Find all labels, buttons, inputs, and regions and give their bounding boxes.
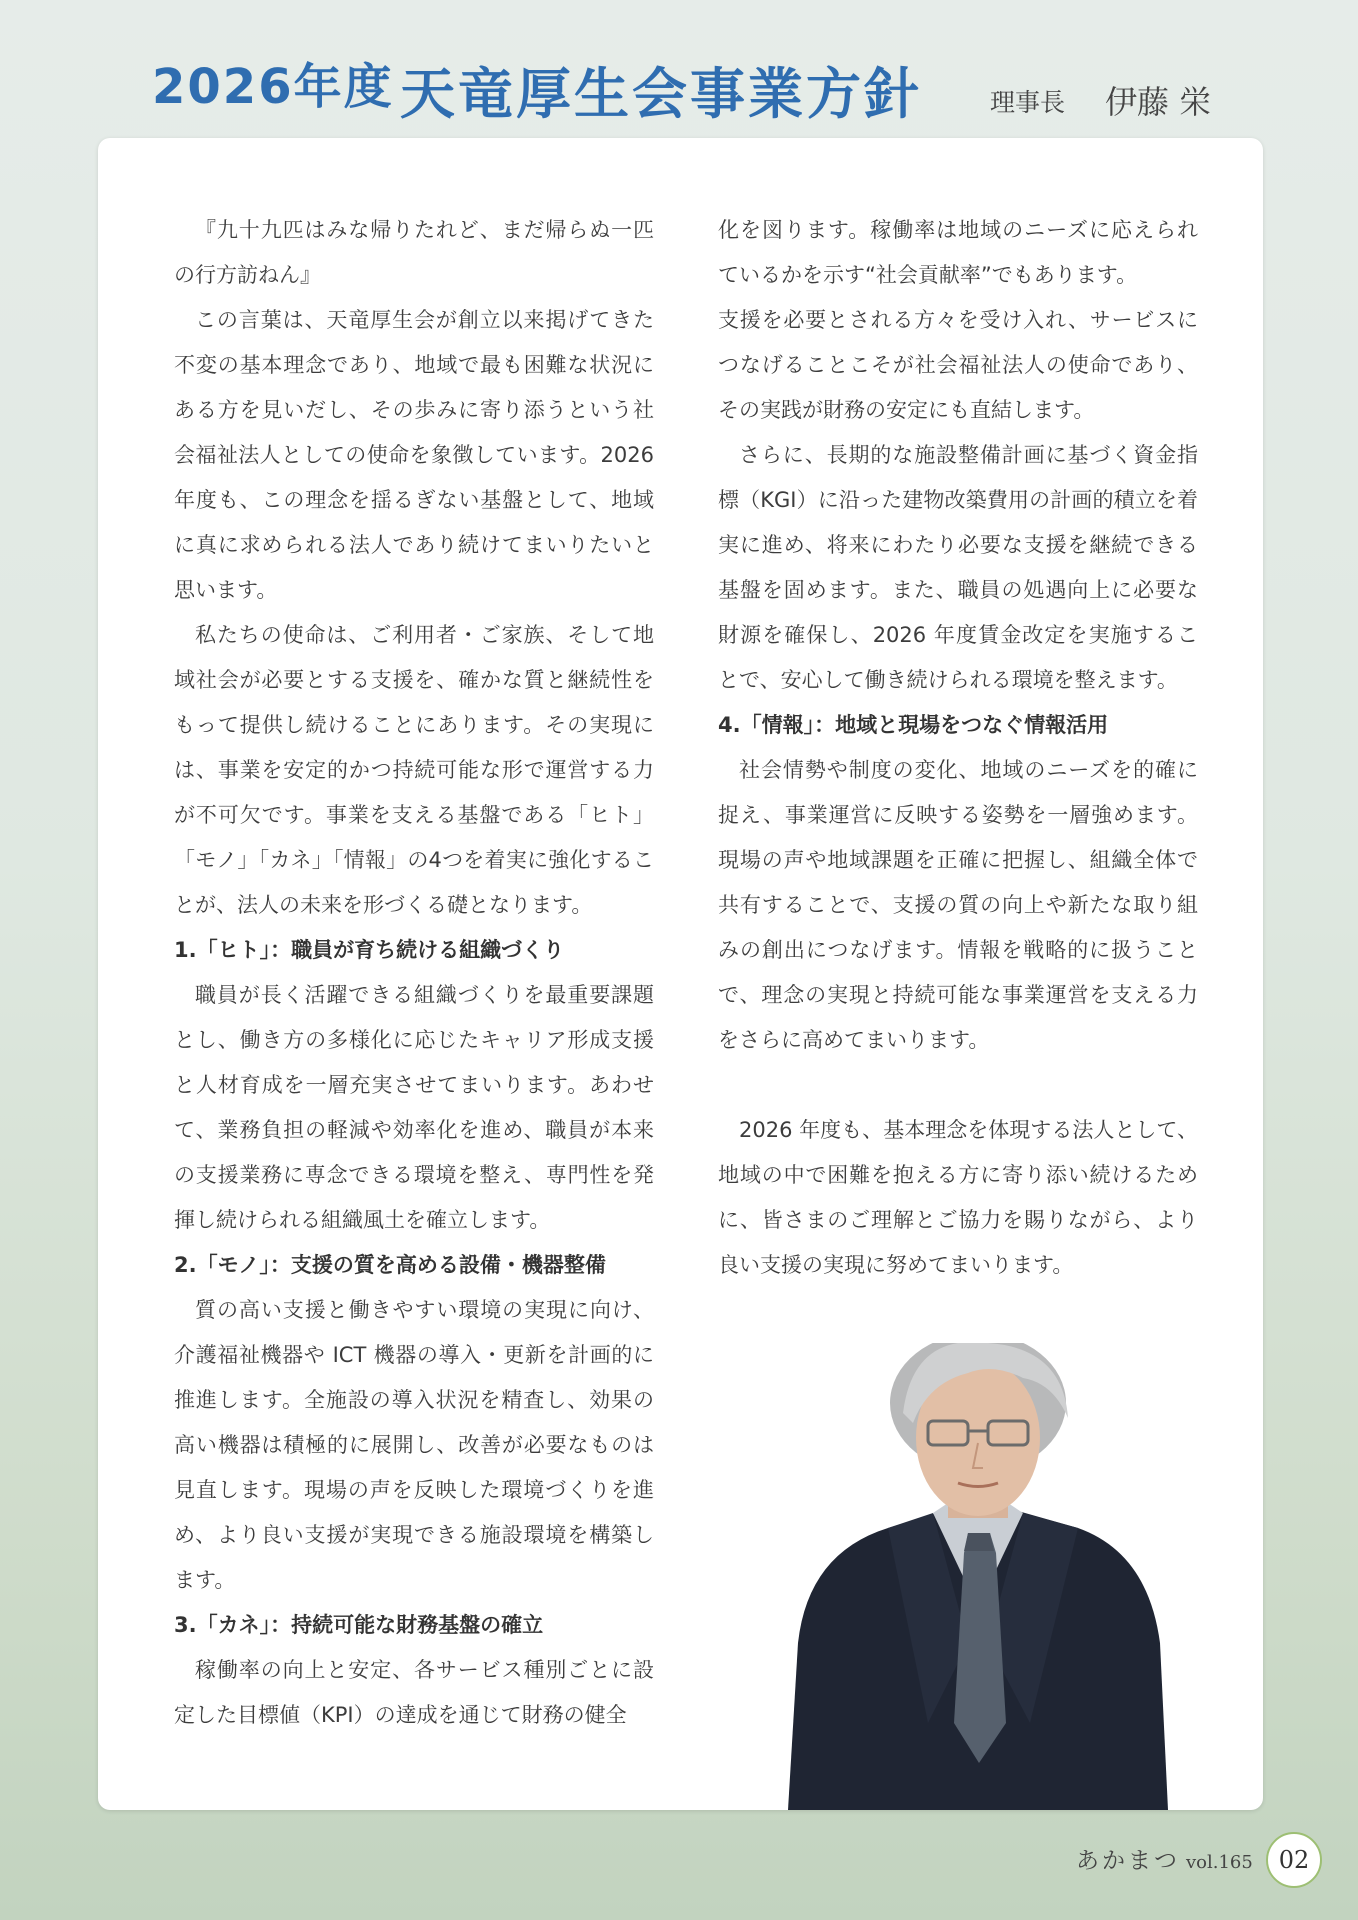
paragraph: 化を図ります。稼働率は地域のニーズに応えられているかを示す“社会貢献率”でもあります。 [718,218,1198,287]
page-title: 天竜厚生会事業方針 [400,62,923,126]
paragraph: さらに、長期的な施設整備計画に基づく資金指標（KGI）に沿った建物改築費用の計画的積立を着実に進め、将来にわたり必要な支援を継続できる基盤を固めます。また、職員の処遇向上に必要な財源を確保し、2026 年度賃金改定を実施することで、安心して働き続けられる環境を整えます。 [718,443,1198,692]
paragraph: 職員が長く活躍できる組織づくりを最重要課題とし、働き方の多様化に応じたキャリア形成支援と人材育成を一層充実させてまいります。あわせて、業務負担の軽減や効率化を進め、職員が本来の支援業務に専念できる環境を整え、専門性を発揮し続けられる組織風土を確立します。 [174,983,654,1232]
paragraph: 稼働率の向上と安定、各サービス種別ごとに設定した目標値（KPI）の達成を通じて財務の健全 [174,1658,654,1727]
spacer [718,1063,1198,1108]
right-column [718,208,1198,1288]
paragraph: 質の高い支援と働きやすい環境の実現に向け、介護福祉機器や ICT 機器の導入・更新を計画的に推進します。全施設の導入状況を精査し、効果の高い機器は積極的に展開し、改善が必要なものは見直します。現場の声を反映した環境づくりを進め、より良い支援が実現できる施設環境を構築します。 [174,1298,654,1592]
author-name: 伊藤 栄 [1105,83,1212,121]
paragraph: この言葉は、天竜厚生会が創立以来掲げてきた不変の基本理念であり、地域で最も困難な状況にある方を見いだし、その歩みに寄り添うという社会福祉法人としての使命を象徴しています。2026 年度も、この理念を揺るぎない基盤として、地域に真に求められる法人であり続けてまいりたいと思います。 [174,308,654,602]
page-header [0,0,1358,140]
magazine-name: あかまつ [1076,1848,1180,1874]
title-year: 2026年度 [152,59,394,115]
magazine-info [1076,1842,1253,1875]
chairman-portrait [768,1343,1188,1810]
section-heading-mono: 2.「モノ」：支援の質を高める設備・機器整備 [174,1253,606,1277]
paragraph: 私たちの使命は、ご利用者・ご家族、そして地域社会が必要とする支援を、確かな質と継続性をもって提供し続けることにあります。その実現には、事業を安定的かつ持続可能な形で運営する力が不可欠です。事業を支える基盤である「ヒト」「モノ」「カネ」「情報」の4つを着実に強化することが、法人の未来を形づくる礎となります。 [174,623,654,917]
section-heading-hito: 1.「ヒト」：職員が育ち続ける組織づくり [174,938,565,962]
paragraph: 支援を必要とされる方々を受け入れ、サービスにつなげることこそが社会福祉法人の使命であり、その実践が財務の安定にも直結します。 [718,308,1198,422]
paragraph: 社会情勢や制度の変化、地域のニーズを的確に捉え、事業運営に反映する姿勢を一層強めます。現場の声や地域課題を正確に把握し、組織全体で共有することで、支援の質の向上や新たな取り組みの創出につなげます。情報を戦略的に扱うことで、理念の実現と持続可能な事業運営を支える力をさらに高めてまいります。 [718,758,1198,1052]
left-column [174,208,654,1738]
magazine-volume: vol.165 [1186,1852,1253,1873]
closing-paragraph: 2026 年度も、基本理念を体現する法人として、地域の中で困難を抱える方に寄り添い続けるために、皆さまのご理解とご協力を賜りながら、より良い支援の実現に努めてまいります。 [718,1118,1198,1277]
section-heading-kane: 3.「カネ」：持続可能な財務基盤の確立 [174,1613,544,1637]
author-role: 理事長 [990,88,1066,117]
section-heading-joho: 4.「情報」：地域と現場をつなぐ情報活用 [718,713,1109,737]
opening-quote: 『九十九匹はみな帰りたれど、まだ帰らぬ一匹の行方訪ねん』 [174,218,654,287]
page-number: 02 [1266,1832,1322,1888]
article-card [98,138,1263,1810]
